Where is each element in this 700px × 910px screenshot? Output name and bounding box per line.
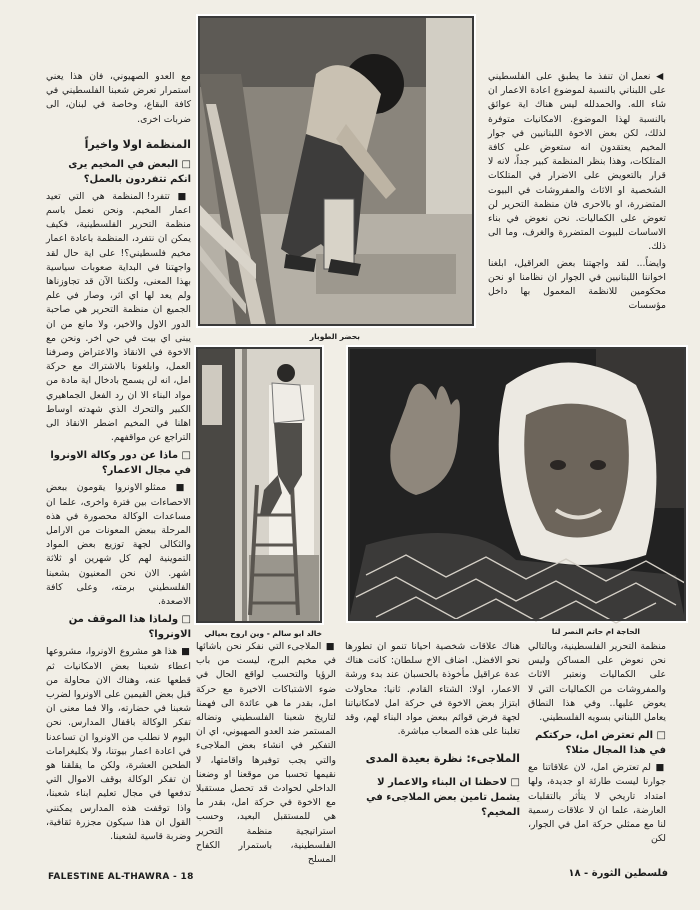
- caption-photo-2: خالد ابو سالم - وين اروح بعيالي: [204, 629, 322, 638]
- answer-1: ■ تتفرد! المنظمة هي التي تعيد اعمار المخيم. ونحن نعمل باسم منظمة التحرير الفلسطينية، فكيف يمكن ان نتفرد، المنظمة باعادة اعمار مخيم فلسطيني؟! على اية حال لقد واجهتنا في البداية صعوبات سياسية بهذا المعنى، ولكننا الآن قد تجاوزناها ولم يعد لها اي اثر، وصار في علم الجميع ان منظمة التحرير هي صاحبة الدور الاول والاخير، ولا مانع من ان يبنى اي بيت في حي اخر. ونحن مع الاخوة في الانقاذ والاعتراض وصرفنا العمل، وابلغونا بالاشتراك مع حركة امل، انه لن يسمح بادخال اية مادة من مواد البناء الا ان رد الفعل الجماهيري الكبير والتحرك الذي شهدته اوساط اهلنا في المخيم اضطر الانقاذ الى التراجع عن مواقفهم.: [46, 190, 191, 444]
- bottom-middle-question-text: لاحظنا ان البناء والاعمار لا يشمل تامين بعض الملاجىء في المخيم؟: [366, 777, 520, 819]
- answer-2-text: ممثلو الاونروا يقومون ببعض الاحصاءات بين فترة واخرى، علما ان مساعدات الوكالة محصورة في هذه المرحلة ببعض المعونات من الارامل والثكالى لجهة توزيع بعض المواد التموينية لهم كل شهرين او ثلاثة اشهر. الان نحن المعنيون بشعبنا الفلسطيني برمته، وعلى كافة الاصعدة.: [46, 482, 191, 608]
- photo-elderly-woman-image: [346, 345, 688, 623]
- left-column: [46, 70, 191, 875]
- answer-2: ■ ممثلو الاونروا يقومون ببعض الاحصاءات بين فترة واخرى، علما ان مساعدات الوكالة محصورة في هذه المرحلة ببعض المعونات من الارامل والثكالى لجهة توزيع بعض المواد التموينية لهم كل شهرين او ثلاثة اشهر. الان نحن المعنيون بشعبنا الفلسطيني برمته، وعلى كافة الاصعدة.: [46, 482, 191, 608]
- bottom-right-question: □ الم تعترض امل، حركتكم في هذا المجال مثلا؟: [535, 730, 666, 757]
- photo-worker-hammer: [196, 14, 476, 328]
- question-3: □ ولماذا هذا الموقف من الاونروا؟: [68, 614, 191, 641]
- footer-right: فلسطين الثورة - ١٨: [568, 868, 668, 879]
- bottom-column-right: [528, 640, 666, 858]
- question-1: □ البعض في المخيم يرى انكم تتفردون بالعمل؟: [68, 158, 191, 185]
- arrow-bullet-icon: ◀: [656, 71, 666, 82]
- right-top-paragraph-1: [488, 70, 666, 255]
- answer-3-text: هذا هو مشروع الاونروا، مشروعها اعطاء شعبنا بعض الامكانيات ثم قطعها عنه، وهناك الان محاولة من قبل بعض القيمين على الاونروا لضرب شعبنا في حضارته، والا فما معنى ان تفكر الوكالة باقفال المدارس. نحن اليوم لا نطلب من الاونروا ان تساعدنا في اعادة اعمار بيوتنا، ولا بكليغرامات الطحين العشرة، ولكن ما يقلقنا هو ان تفكر الوكالة بوقف الاموال التي تدفعها في مجال تعليم ابناء شعبنا، واذا توقفت هذه المدارس يمكنني القول ان هذا سيكون مجزرة ثقافية، وضربة قاسية لشعبنا.: [46, 646, 191, 842]
- bottom-middle-paragraph: هناك علاقات شخصية احيانا تنمو ان تطورها نحو الافضل. اضاف الاخ سلطان: كانت هناك عدة عراقيل مأخوذة بالحسبان عند بدء ورشة الاعمار، اولا: الشتاء القادم. ثانيا: محاولات ابتزاز بعض الاخوة في حركة امل لامكانياتنا لجهة فرض قوائم ببعض مواد البناء لهم، وقد تغلبنا على هذه الصعاب مباشرة.: [345, 641, 520, 738]
- question-2: □ ماذا عن دور وكالة الاونروا في مجال الاعمار؟: [50, 450, 191, 477]
- answer-3: ■ هذا هو مشروع الاونروا، مشروعها اعطاء شعبنا بعض الامكانيات ثم قطعها عنه، وهناك الان محاولة من قبل بعض القيمين على الاونروا لضرب شعبنا في حضارته، والا فما معنى ان تفكر الوكالة باقفال المدارس. نحن اليوم لا نطلب من الاونروا ان تساعدنا في اعادة اعمار بيوتنا، ولا بكليغرامات الطحين العشرة، ولكن ما يقلقنا هو ان تفكر الوكالة بوقف الاموال التي تدفعها في مجال تعليم ابناء شعبنا، واذا توقفت هذه المدارس يمكنني القول ان هذا سيكون مجزرة ثقافية، وضربة قاسية لشعبنا.: [46, 646, 191, 842]
- question-1-text: البعض في المخيم يرى انكم تتفردون بالعمل؟: [68, 158, 191, 185]
- bottom-left-paragraph: ■ الملاجىء التي نفكر نحن باشائها في مخيم البرج، ليست من باب الرؤيا والتحسب لواقع الحال في ضوء الاشتباكات الاخيرة مع حركة امل، بقدر ما هي عائدة الى فهمنا لتاريخ شعبنا الفلسطيني ونضاله المستمر ضد العدو الصهيوني، اي ان التفكير في انشاء بعض الملاجىء والتي يجب توفيرها واقامتها، لا نقيمها تحسبا من موقعنا او وضعنا الداخلي لحوادث قد تحصل مستقبلا مع الاخوة في حركة امل، بقدر ما هي للمستقبل البعيد، وحسب استراتيجية منظمة التحرير الفلسطينية، باستمرار الكفاح المسلح: [196, 641, 336, 866]
- right-top-paragraph-2: وايضاً... لقد واجهتنا بعض العراقيل، ابلغنا اخواننا اللبنانيين في الجوار ان نظامنا او نحن محكومين للانظمة المعمول بها داخل مؤسسات: [488, 257, 666, 312]
- photo-man-ladder: [194, 345, 324, 625]
- section-heading-shelters: الملاجىء: نظرة بعيدة المدى: [365, 752, 520, 766]
- footer-left: FALESTINE AL-THAWRA - 18: [48, 872, 194, 882]
- bottom-right-answer: ■ لم تعترض امل، لان علاقاتنا مع جوارنا ليست طارئة او جديدة، ولها امتداد تاريخي لا يتأثر بالتقلبات العارضة، علما ان لا علاقات رسمية لنا مع ممثلي حركة امل في الجوار، لكن: [528, 762, 666, 845]
- photo-worker-hammer-image: [196, 14, 476, 328]
- photo-elderly-woman: [346, 345, 688, 623]
- bottom-right-paragraph: منظمة التحرير الفلسطينية، وبالتالي نحن نعوض على المساكن وليس على الكماليات ونعتبر الاثاث والمفروشات من الكماليات التي لا يعوض عليها.. وفي هذا النطاق يعامل اللبناني بسويه الفلسطيني.: [528, 641, 666, 724]
- question-2-text: ماذا عن دور وكالة الاونروا في مجال الاعمار؟: [50, 450, 191, 477]
- bottom-right-answer-text: لم تعترض امل، لان علاقاتنا مع جوارنا ليست طارئة او جديدة، ولها امتداد تاريخي لا يتأثر بالتقلبات العارضة، علما ان لا علاقات رسمية لنا مع ممثلي حركة امل في الجوار، لكن: [528, 762, 666, 845]
- caption-photo-3: الحاجة ام حاتم النصر لنا: [551, 627, 640, 636]
- question-3-text: ولماذا هذا الموقف من الاونروا؟: [68, 614, 191, 641]
- right-top-column: [488, 70, 666, 342]
- photo-man-ladder-image: [194, 345, 324, 625]
- bottom-column-middle: [345, 640, 520, 858]
- bottom-middle-question: □ لاحظنا ان البناء والاعمار لا يشمل تامين بعض الملاجىء في المخيم؟: [366, 777, 520, 819]
- caption-photo-1: بحضر الطوبار: [309, 332, 360, 341]
- left-intro-paragraph: مع العدو الصهيوني، فان هذا يعني استمرار تعرض شعبنا الفلسطيني في كافة البقاع، وخاصة في لبنان، الى ضربات اخرى.: [46, 71, 191, 125]
- right-top-paragraph-1-text: نعمل ان تنفذ ما يطبق على الفلسطيني على اللبناني بالنسبة لموضوع اعادة الاعمار ان شاء الله. والحمدلله ليس هناك اية عوائق بالنسبة لهذا الموضوع. الامكانيات متوفرة لذلك، لكن بعض الاخوة اللبنانيين في جوار المخيم يعتقدون انه ستعوض على كافة المتلكات، وهذا بنظر المنظمة كبير جداً، لانه لا قرار بالتعويض على الاضرار في المتلكات الشخصية او الاثاث والمفروشات في البيوت المتضررة، او بالاحرى فان منظمة التحرير لن تعوض على الكماليات. نحن نعوض في بناء الاساسات للبيوت المتضررة والغرف، وما الى ذلك.: [488, 71, 666, 253]
- bottom-left-paragraph-text: الملاجىء التي نفكر نحن باشائها في مخيم البرج، ليست من باب الرؤيا والتحسب لواقع الحال في ضوء الاشتباكات الاخيرة مع حركة امل، بقدر ما هي عائدة الى فهمنا لتاريخ شعبنا الفلسطيني ونضاله المستمر ضد العدو الصهيوني، اي ان التفكير في انشاء بعض الملاجىء والتي يجب توفيرها واقامتها، لا نقيمها تحسبا من موقعنا او وضعنا الداخلي لحوادث قد تحصل مستقبلا مع الاخوة في حركة امل، بقدر ما هي للمستقبل البعيد، وحسب استراتيجية منظمة التحرير الفلسطينية، باستمرار الكفاح المسلح: [196, 641, 336, 866]
- bottom-right-question-text: الم تعترض امل، حركتكم في هذا المجال مثلا؟: [535, 730, 666, 757]
- section-heading-organization: المنظمة اولا واخيراً: [84, 137, 191, 151]
- answer-1-text: تتفرد! المنظمة هي التي تعيد اعمار المخيم. ونحن نعمل باسم منظمة التحرير الفلسطينية، فكيف يمكن ان نتفرد، المنظمة باعادة اعمار مخيم فلسطيني؟! على اية حال لقد واجهتنا في البداية صعوبات سياسية بهذا المعنى، ولكننا الآن قد تجاوزناها ولم يعد لها اي اثر، وصار في علم الجميع ان منظمة التحرير هي صاحبة الدور الاول والاخير، ولا مانع من ان يبنى اي بيت في حي اخر. ونحن مع الاخوة في الانقاذ والاعتراض وصرفنا العمل، وابلغونا بالاشتراك مع حركة امل، انه لن يسمح بادخال اية مادة من مواد البناء الا ان رد الفعل الجماهيري الكبير والتحرك الذي شهدته اوساط اهلنا في المخيم اضطر الانقاذ الى التراجع عن مواقفهم.: [46, 190, 191, 444]
- bottom-column-left: [196, 640, 336, 866]
